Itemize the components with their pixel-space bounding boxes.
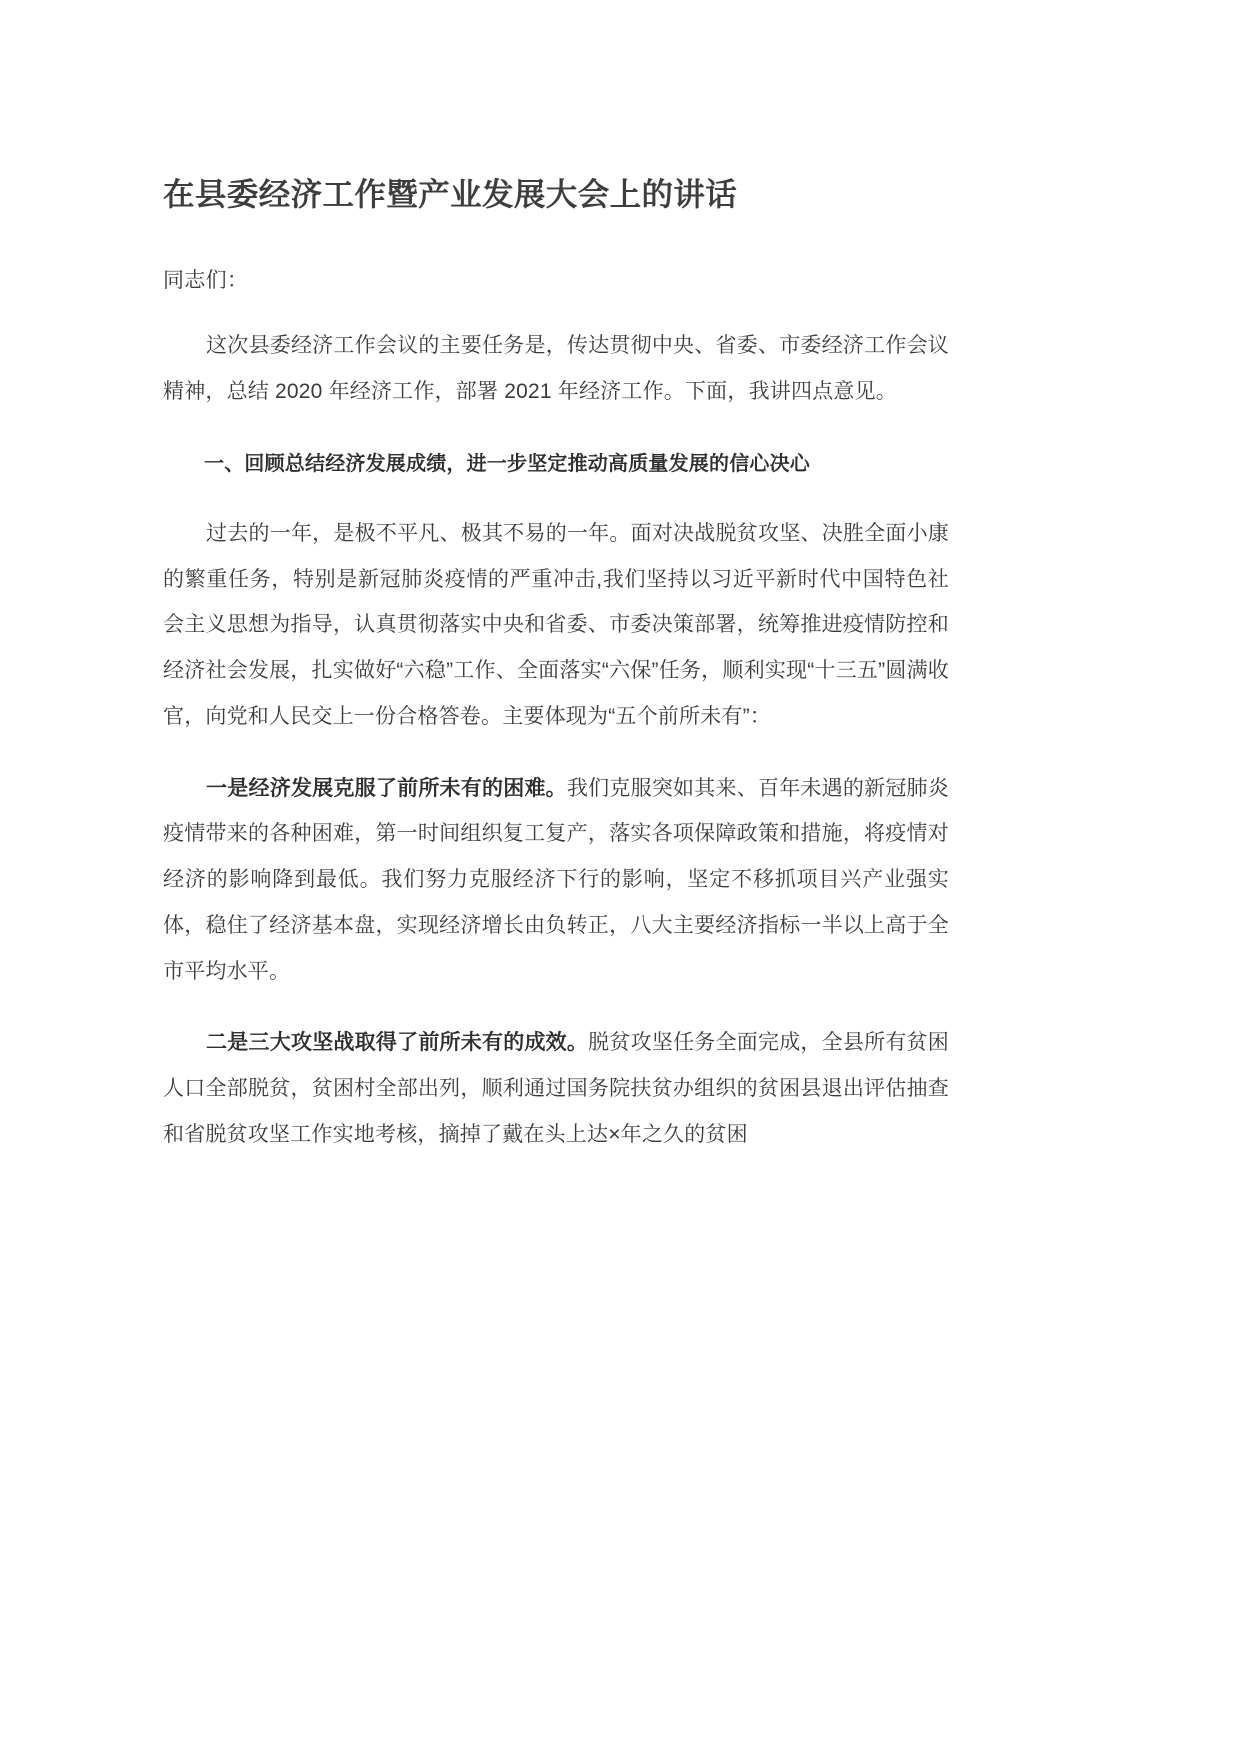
intro-paragraph: 这次县委经济工作会议的主要任务是，传达贯彻中央、省委、市委经济工作会议精神，总结 2020 年经济工作，部署 2021 年经济工作。下面，我讲四点意见。 bbox=[163, 334, 949, 404]
past-year-paragraph: 过去的一年，是极不平凡、极其不易的一年。面对决战脱贫攻坚、决胜全面小康的繁重任务，特别是新冠肺炎疫情的严重冲击,我们坚持以习近平新时代中国特色社会主义思想为指导，认真贯彻落实中央和省委、市委决策部署，统筹推进疫情防控和经济社会发展，扎实做好“六稳”工作、全面落实“六保”任务，顺利实现“十三五”圆满收官，向党和人民交上一份合格答卷。主要体现为“五个前所未有”： bbox=[163, 521, 949, 728]
point-one-paragraph bbox=[163, 766, 949, 995]
page-title: 在县委经济工作暨产业发展大会上的讲话 bbox=[163, 176, 738, 212]
point-two-lead: 二是三大攻坚战取得了前所未有的成效。 bbox=[206, 1031, 589, 1055]
salutation: 同志们： bbox=[163, 268, 249, 292]
section-one-heading: 一、回顾总结经济发展成绩，进一步坚定推动高质量发展的信心决心 bbox=[204, 452, 810, 475]
document-content bbox=[163, 160, 949, 1158]
point-two-body: 脱贫攻坚任务全面完成，全县所有贫困人口全部脱贫，贫困村全部出列，顺利通过国务院扶贫办组织的贫困县退出评估抽查和省脱贫攻坚工作实地考核，摘掉了戴在头上达×年之久的贫困 bbox=[163, 1031, 949, 1146]
point-two-paragraph bbox=[163, 1020, 949, 1157]
point-one-lead: 一是经济发展克服了前所未有的困难。 bbox=[206, 776, 567, 800]
point-one-body: 我们克服突如其来、百年未遇的新冠肺炎疫情带来的各种困难，第一时间组织复工复产，落实各项保障政策和措施，将疫情对经济的影响降到最低。我们努力克服经济下行的影响，坚定不移抓项目兴产业强实体，稳住了经济基本盘，实现经济增长由负转正，八大主要经济指标一半以上高于全市平均水平。 bbox=[163, 776, 949, 983]
